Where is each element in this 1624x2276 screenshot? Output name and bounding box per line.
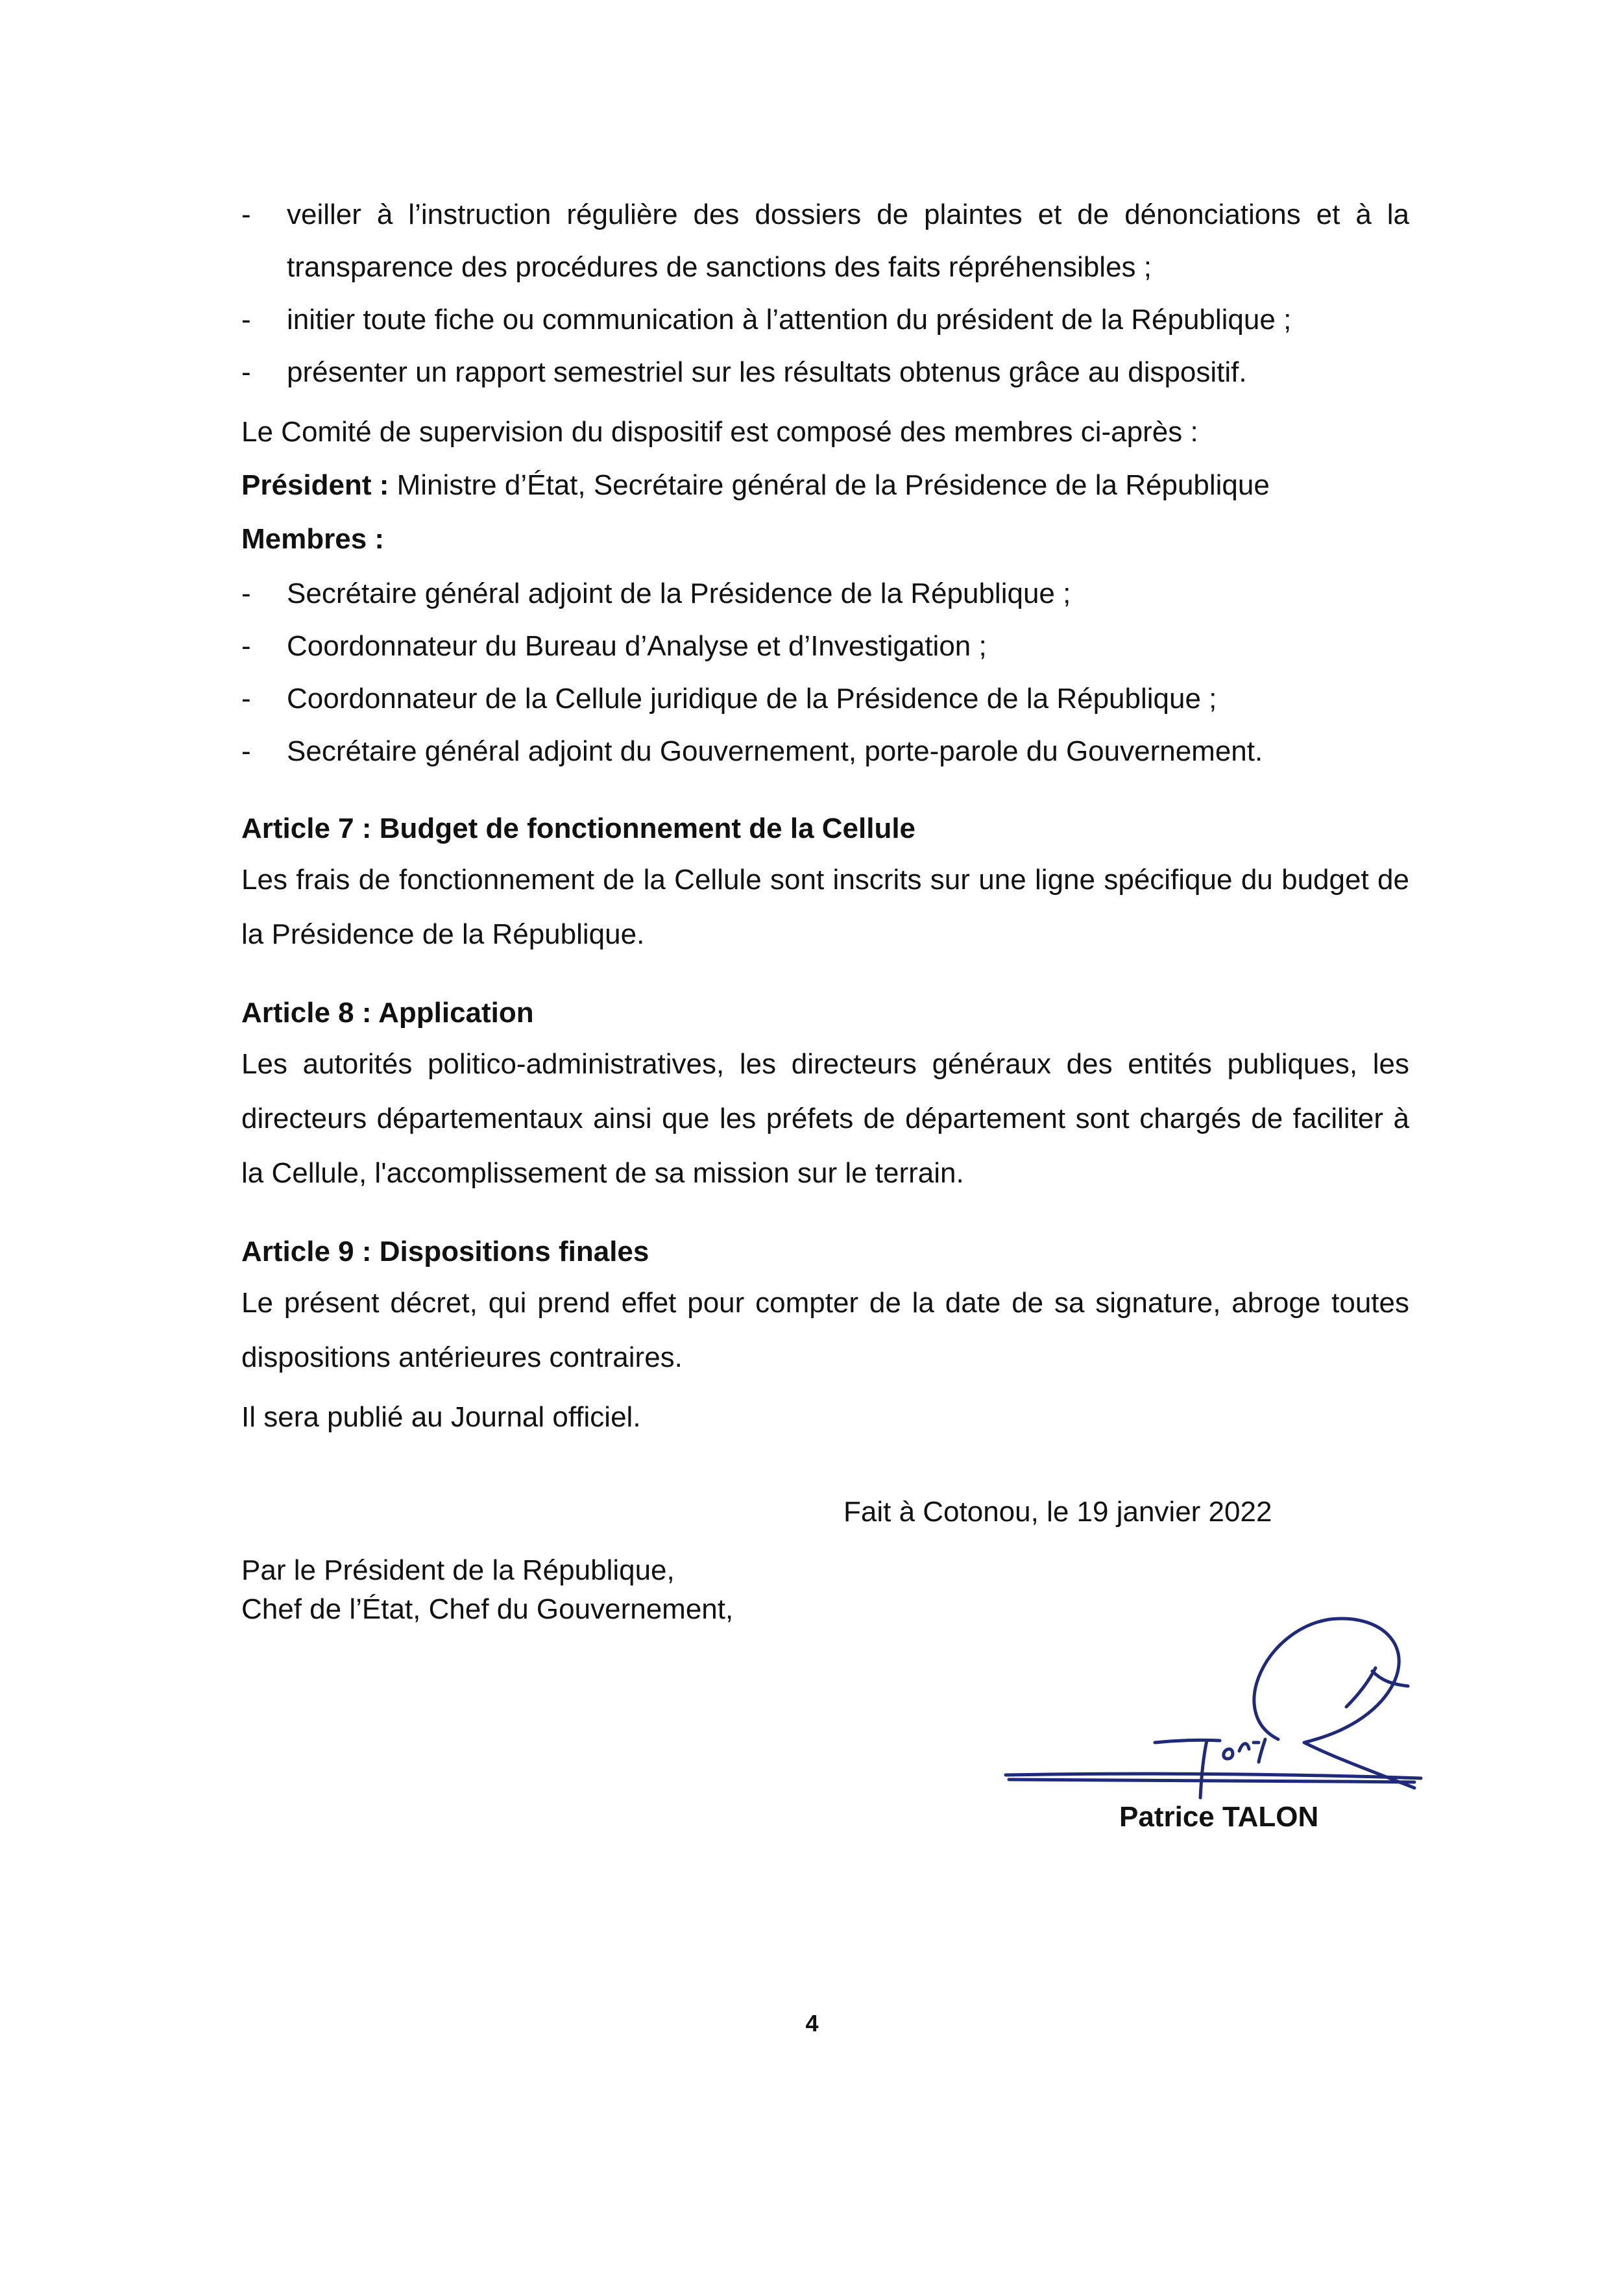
list-item <box>241 567 1409 620</box>
article-8-heading: Article 8 : Application <box>241 997 534 1029</box>
dash-bullet: - <box>241 578 251 609</box>
member-text: Secrétaire général adjoint de la Présidence de la République ; <box>287 578 1071 609</box>
members-list <box>241 567 1409 777</box>
publication-line: Il sera publié au Journal officiel. <box>241 1401 641 1433</box>
dash-bullet: - <box>241 735 251 767</box>
spacer <box>241 962 1409 989</box>
dash-bullet: - <box>241 304 251 336</box>
list-item-text: présenter un rapport semestriel sur les résultats obtenus grâce au dispositif. <box>287 356 1247 388</box>
list-item <box>241 725 1409 777</box>
article-7-text: Les frais de fonctionnement de la Cellule sont inscrits sur une ligne spécifique du budget de la Présidence de la République. <box>241 864 1409 950</box>
spacer <box>241 398 1409 405</box>
dash-bullet: - <box>241 630 251 662</box>
page-number: 4 <box>805 2010 819 2037</box>
list-item-text: veiller à l’instruction régulière des dossiers de plaintes et de dénonciations et à la transparence des procédures de sanctions des faits répréhensibles ; <box>287 199 1409 283</box>
page-content <box>241 188 1409 1450</box>
place-and-date: Fait à Cotonou, le 19 janvier 2022 <box>843 1496 1272 1528</box>
member-text: Secrétaire général adjoint du Gouvernement, porte-parole du Gouvernement. <box>287 735 1263 767</box>
list-item <box>241 672 1409 725</box>
list-item <box>241 293 1409 346</box>
members-label: Membres : <box>241 523 385 555</box>
spacer <box>241 777 1409 805</box>
president-value: Ministre d’État, Secrétaire général de la Présidence de la République <box>396 469 1270 501</box>
member-text: Coordonnateur de la Cellule juridique de la Présidence de la République ; <box>287 683 1217 715</box>
signer-titles <box>241 1551 733 1629</box>
list-item <box>241 346 1409 398</box>
list-item-text: initier toute fiche ou communication à l’attention du président de la République ; <box>287 304 1292 336</box>
committee-president <box>241 459 1409 511</box>
list-item <box>241 188 1409 293</box>
missions-list <box>241 188 1409 398</box>
signer-line-2: Chef de l’État, Chef du Gouvernement, <box>241 1593 734 1625</box>
article-7-heading: Article 7 : Budget de fonctionnement de la Cellule <box>241 813 916 844</box>
signer-line-1: Par le Président de la République, <box>241 1554 675 1586</box>
article-9-text: Le présent décret, qui prend effet pour compter de la date de sa signature, abroge toutes dispositions antérieures contraires. <box>241 1287 1409 1373</box>
signer-name: Patrice TALON <box>1119 1801 1319 1833</box>
article-9-heading: Article 9 : Dispositions finales <box>241 1236 649 1267</box>
committee-intro: Le Comité de supervision du dispositif est composé des membres ci-après : <box>241 416 1198 448</box>
president-label: Président : <box>241 469 389 501</box>
dash-bullet: - <box>241 199 251 230</box>
handwritten-signature <box>993 1603 1434 1817</box>
member-text: Coordonnateur du Bureau d’Analyse et d’Investigation ; <box>287 630 987 662</box>
dash-bullet: - <box>241 683 251 715</box>
article-8-text: Les autorités politico-administratives, les directeurs généraux des entités publiques, les directeurs départementaux ainsi que les préfets de département sont chargés de faciliter à la Cellule, l'accomplissement de sa mission sur le terrain. <box>241 1048 1409 1189</box>
list-item <box>241 620 1409 672</box>
dash-bullet: - <box>241 356 251 388</box>
spacer <box>241 1201 1409 1228</box>
